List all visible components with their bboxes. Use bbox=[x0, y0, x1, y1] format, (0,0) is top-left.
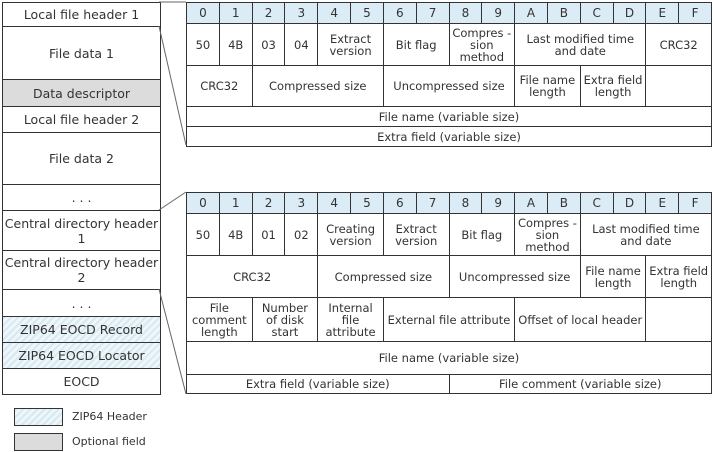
byte-offset-header: 1 bbox=[220, 193, 253, 214]
byte-offset-header: C bbox=[581, 193, 614, 214]
field-cell: Compres -sion method bbox=[450, 24, 516, 66]
structure-block: File data 2 bbox=[3, 133, 160, 185]
byte-offset-header: 2 bbox=[253, 3, 286, 24]
field-cell: File name length bbox=[515, 66, 581, 107]
field-cell: Compressed size bbox=[253, 66, 384, 107]
structure-block: . . . bbox=[3, 290, 160, 317]
byte-offset-header: F bbox=[679, 3, 712, 24]
field-cell: File name length bbox=[581, 256, 647, 298]
field-cell: Number of disk start bbox=[253, 298, 319, 342]
byte-offset-header: 5 bbox=[351, 193, 384, 214]
byte-offset-header: 9 bbox=[482, 3, 515, 24]
structure-block: Data descriptor bbox=[3, 80, 160, 107]
field-cell: Bit flag bbox=[450, 214, 516, 256]
byte-offset-header: 7 bbox=[417, 3, 450, 24]
field-cell: 03 bbox=[253, 24, 286, 66]
field-cell: Extract version bbox=[384, 214, 450, 256]
byte-offset-header: 0 bbox=[187, 193, 220, 214]
field-cell: 02 bbox=[285, 214, 318, 256]
structure-block: File data 1 bbox=[3, 27, 160, 80]
legend-optional-swatch bbox=[14, 433, 63, 451]
field-cell: Compres -sion method bbox=[515, 214, 581, 256]
field-cell: CRC32 bbox=[646, 24, 712, 66]
field-cell: 50 bbox=[187, 214, 220, 256]
field-cell: File name (variable size) bbox=[187, 107, 712, 127]
byte-offset-header: 9 bbox=[482, 193, 515, 214]
field-cell: 4B bbox=[220, 24, 253, 66]
field-cell: Extra field length bbox=[646, 256, 712, 298]
byte-offset-header: A bbox=[515, 3, 548, 24]
byte-offset-header: B bbox=[548, 193, 581, 214]
byte-offset-header: 3 bbox=[285, 3, 318, 24]
byte-offset-header: 6 bbox=[384, 3, 417, 24]
field-cell: CRC32 bbox=[187, 66, 253, 107]
field-cell: 4B bbox=[220, 214, 253, 256]
field-cell: 01 bbox=[253, 214, 286, 256]
byte-offset-header: D bbox=[614, 3, 647, 24]
byte-offset-header: A bbox=[515, 193, 548, 214]
byte-offset-header: 8 bbox=[450, 3, 483, 24]
field-cell: Extra field (variable size) bbox=[187, 375, 450, 394]
field-cell: Extract version bbox=[318, 24, 384, 66]
field-cell: File comment length bbox=[187, 298, 253, 342]
byte-offset-header: 4 bbox=[318, 3, 351, 24]
legend-optional-label: Optional field bbox=[72, 435, 146, 448]
field-cell: Extra field length bbox=[581, 66, 647, 107]
byte-offset-header: 6 bbox=[384, 193, 417, 214]
byte-offset-header: 7 bbox=[417, 193, 450, 214]
field-cell: Uncompressed size bbox=[450, 256, 581, 298]
byte-offset-header: 5 bbox=[351, 3, 384, 24]
field-cell: Last modified time and date bbox=[581, 214, 712, 256]
structure-block: Central directory header 1 bbox=[3, 211, 160, 251]
structure-block: Local file header 1 bbox=[3, 3, 160, 27]
structure-block: EOCD bbox=[3, 369, 160, 395]
byte-offset-header: F bbox=[679, 193, 712, 214]
byte-offset-header: D bbox=[614, 193, 647, 214]
structure-block: ZIP64 EOCD Locator bbox=[3, 343, 160, 369]
field-cell: Last modified time and date bbox=[515, 24, 646, 66]
field-cell: Uncompressed size bbox=[384, 66, 515, 107]
byte-offset-header: E bbox=[646, 3, 679, 24]
field-cell: 50 bbox=[187, 24, 220, 66]
structure-block: . . . bbox=[3, 185, 160, 211]
structure-block: ZIP64 EOCD Record bbox=[3, 317, 160, 343]
field-cell: 04 bbox=[285, 24, 318, 66]
byte-offset-header: 1 bbox=[220, 3, 253, 24]
byte-offset-header: 2 bbox=[253, 193, 286, 214]
structure-block: Central directory header 2 bbox=[3, 251, 160, 290]
byte-offset-header: C bbox=[581, 3, 614, 24]
legend-zip64-label: ZIP64 Header bbox=[72, 410, 147, 423]
field-cell: File name (variable size) bbox=[187, 342, 712, 375]
field-cell: Offset of local header bbox=[515, 298, 646, 342]
field-cell: Compressed size bbox=[318, 256, 449, 298]
field-cell: Extra field (variable size) bbox=[187, 127, 712, 147]
field-cell: File comment (variable size) bbox=[450, 375, 713, 394]
field-cell: Creating version bbox=[318, 214, 384, 256]
legend-zip64-swatch bbox=[14, 408, 63, 426]
field-cell: Bit flag bbox=[384, 24, 450, 66]
field-cell: Internal file attribute bbox=[318, 298, 384, 342]
byte-offset-header: E bbox=[646, 193, 679, 214]
byte-offset-header: B bbox=[548, 3, 581, 24]
field-cell: External file attribute bbox=[384, 298, 515, 342]
byte-offset-header: 0 bbox=[187, 3, 220, 24]
field-cell: CRC32 bbox=[187, 256, 318, 298]
structure-block: Local file header 2 bbox=[3, 107, 160, 133]
byte-offset-header: 3 bbox=[285, 193, 318, 214]
byte-offset-header: 8 bbox=[450, 193, 483, 214]
byte-offset-header: 4 bbox=[318, 193, 351, 214]
